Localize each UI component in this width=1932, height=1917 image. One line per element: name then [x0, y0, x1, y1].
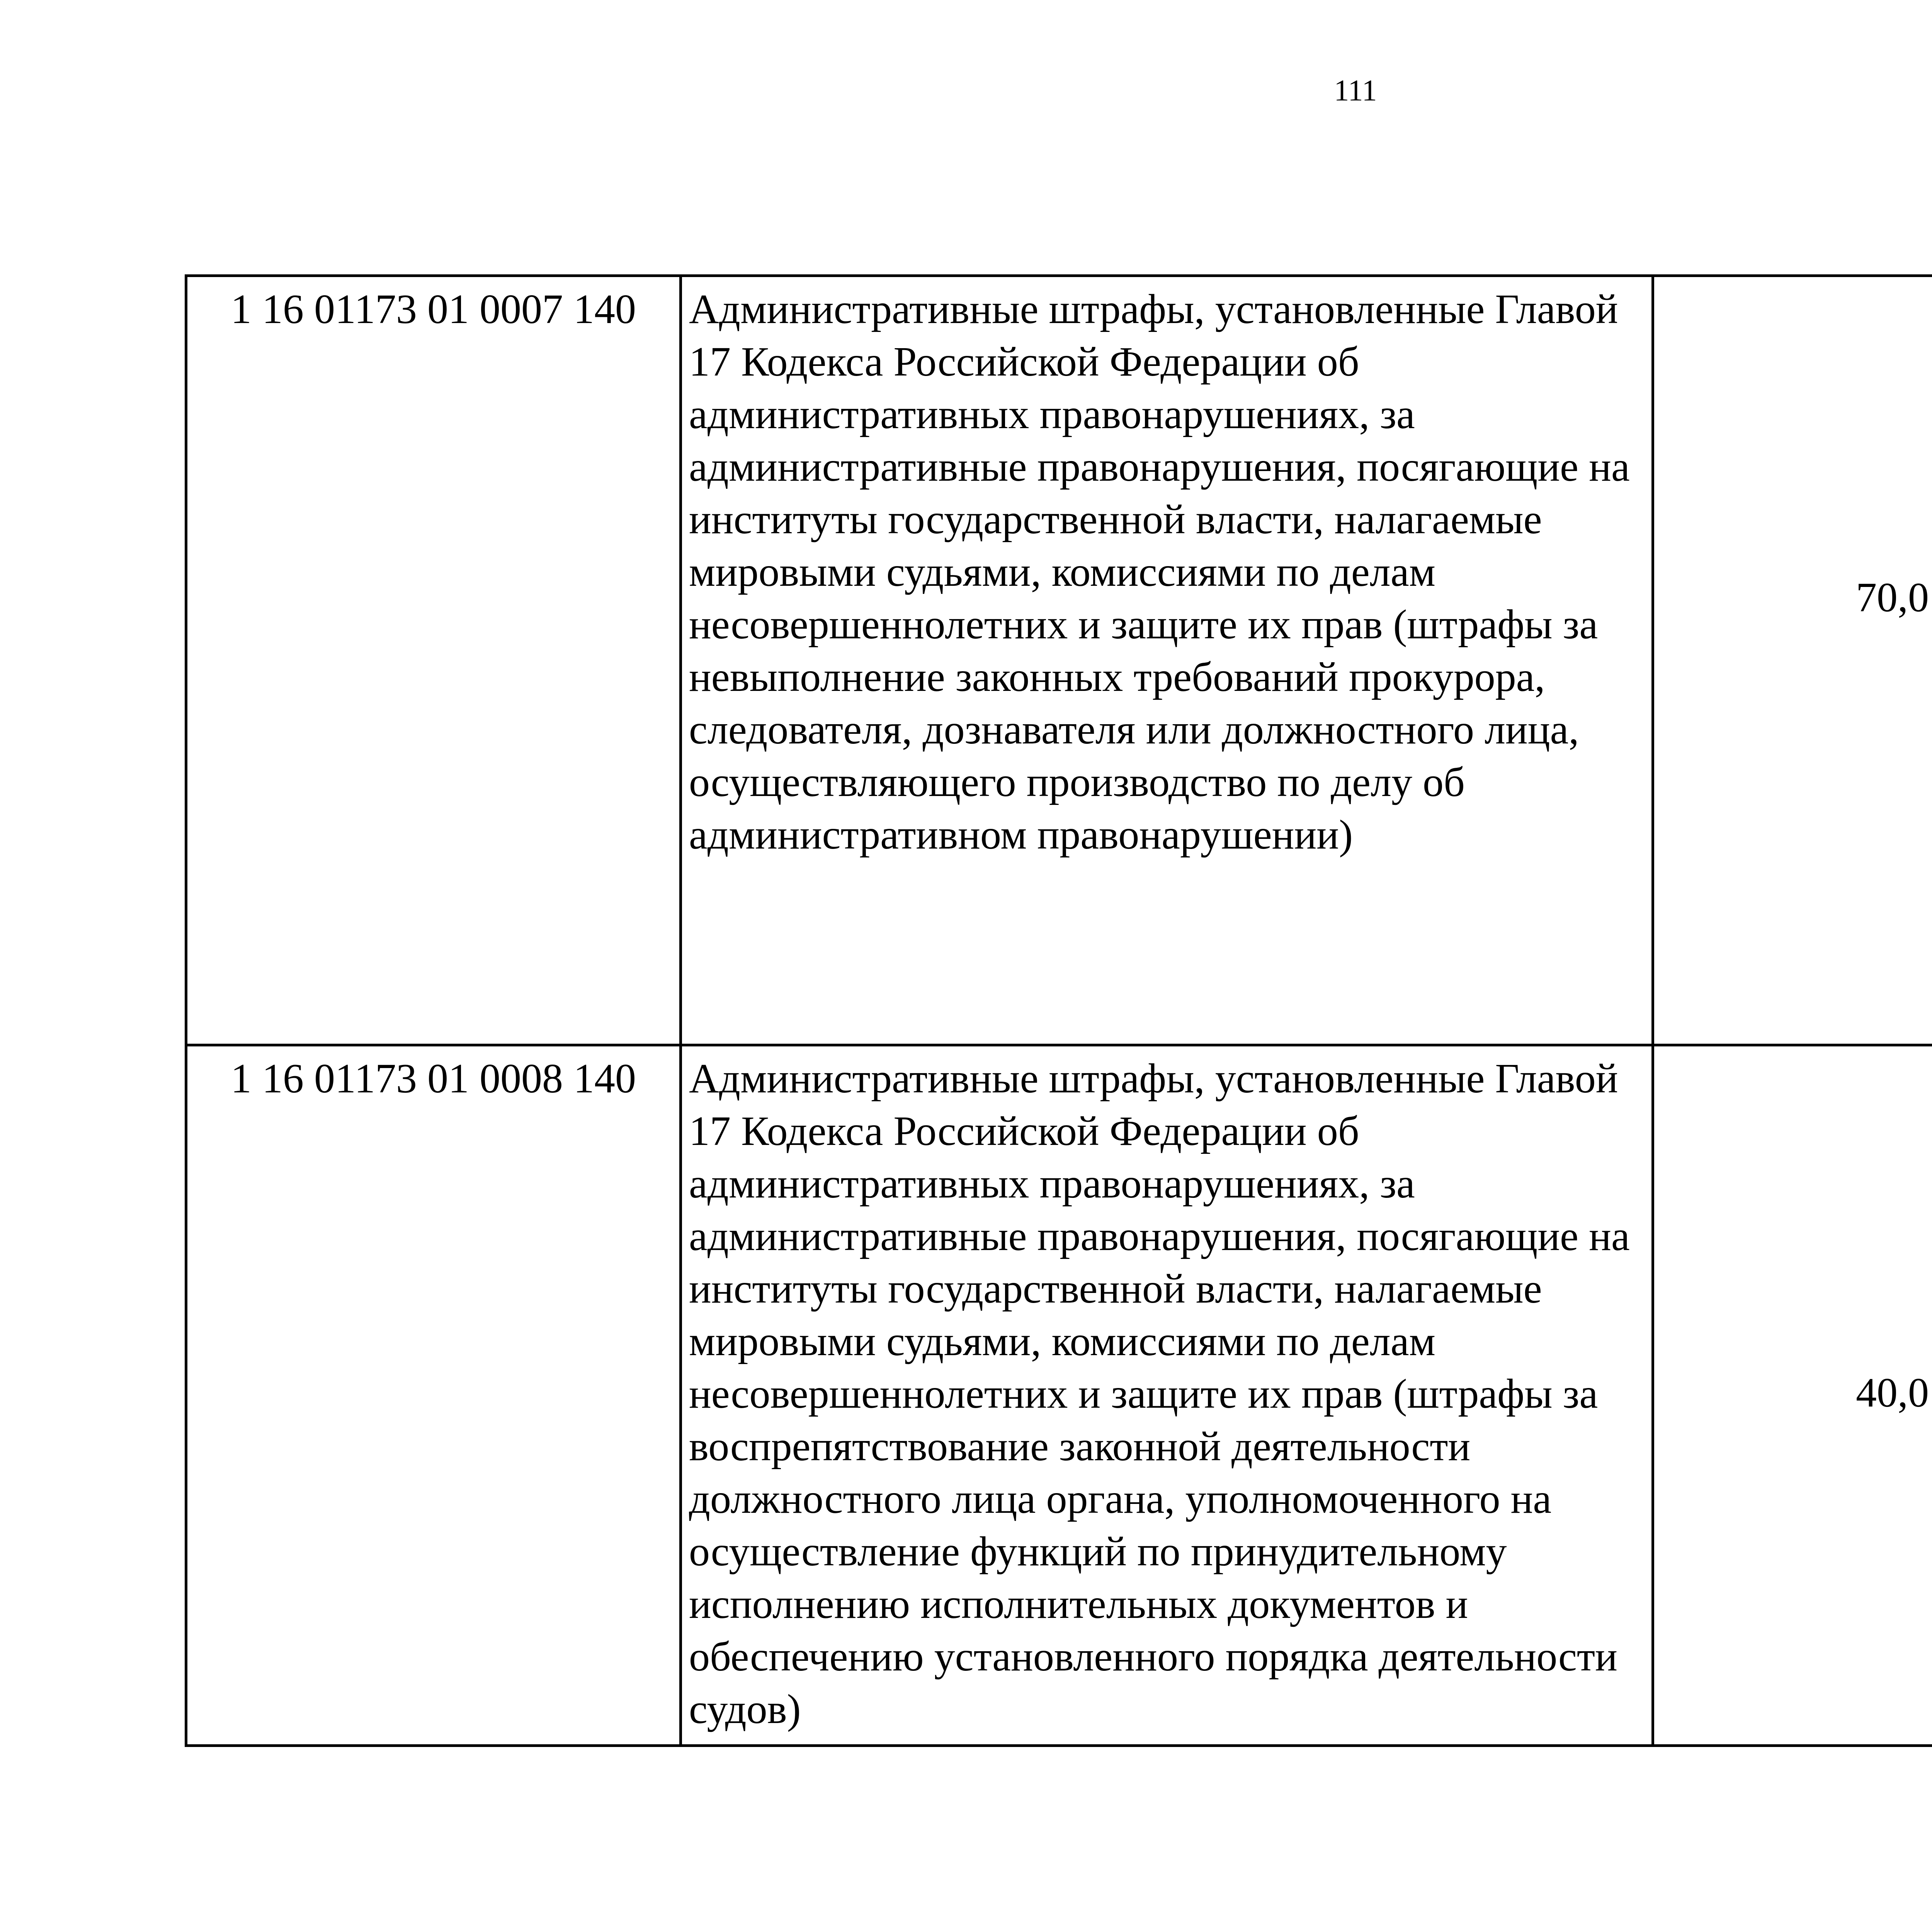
description-cell: Административные штрафы, установленные Главой 17 Кодекса Российской Федерации об административных правонарушениях, за административные правонарушения, посягающие на институты государственной власти, налагаемые мировыми судьями, комиссиями по делам несовершеннолетних и защите их прав (штрафы за воспрепятствование законной деятельности должностного лица органа, уполномоченного на осуществление функций по принудительному исполнению исполнительных документов и обеспечению установленного порядка деятельности судов): [681, 1045, 1653, 1746]
table-row: [186, 1045, 1932, 1746]
budget-code-cell: 1 16 01173 01 0008 140: [186, 1045, 681, 1746]
amount-cell-1: 70,0: [1653, 276, 1932, 1045]
table-row: [186, 276, 1932, 1045]
page-number: 111: [1334, 73, 1377, 107]
description-cell: Административные штрафы, установленные Главой 17 Кодекса Российской Федерации об административных правонарушениях, за административные правонарушения, посягающие на институты государственной власти, налагаемые мировыми судьями, комиссиями по делам несовершеннолетних и защите их прав (штрафы за невыполнение законных требований прокурора, следователя, дознавателя или должностного лица, осуществляющего производство по делу об административном правонарушении): [681, 276, 1653, 1045]
budget-code-cell: 1 16 01173 01 0007 140: [186, 276, 681, 1045]
amount-cell-1: 40,0: [1653, 1045, 1932, 1746]
budget-table: [185, 274, 1932, 1747]
